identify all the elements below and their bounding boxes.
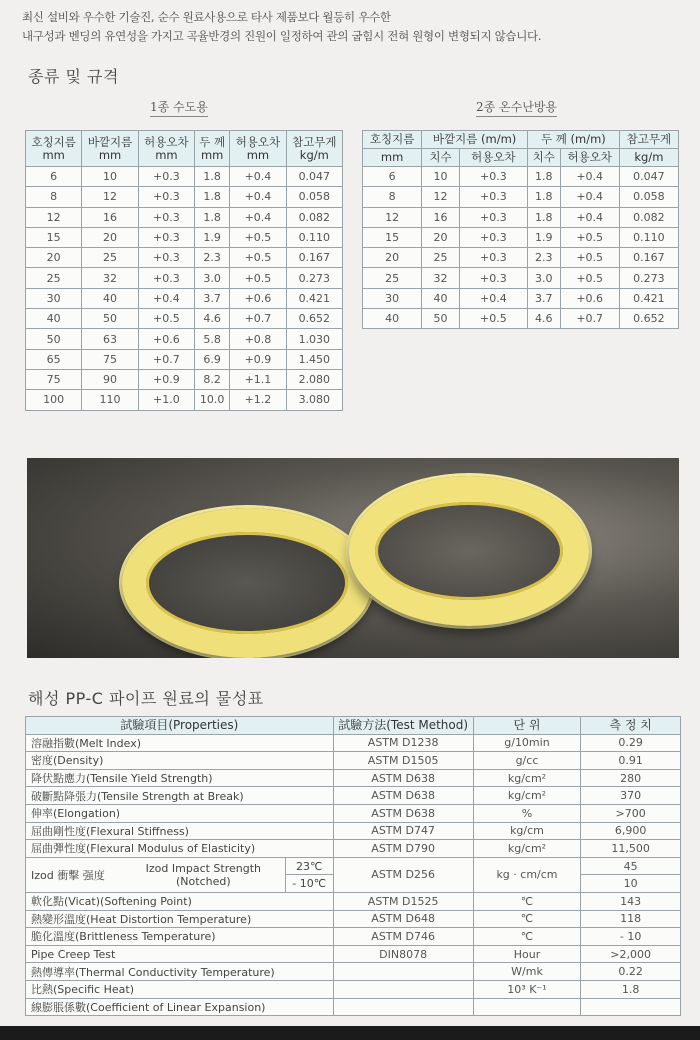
property-cell: 屈曲剛性度(Flexural Stiffness) [26, 822, 334, 840]
header-unit: mm [155, 147, 178, 162]
table-cell: 12 [82, 187, 138, 207]
table-cell: +0.5 [230, 268, 286, 288]
table-cell: +0.3 [459, 227, 527, 247]
col-weight-unit: kg/m [619, 149, 678, 167]
table-cell: +0.7 [138, 349, 194, 369]
table-cell: 1.8 [195, 167, 230, 187]
properties-table [25, 716, 681, 1016]
table-cell: +0.3 [138, 227, 194, 247]
table-cell: +0.3 [459, 207, 527, 227]
table-cell: 1.030 [286, 329, 342, 349]
izod-sub: Izod Impact Strength [145, 861, 262, 875]
table-cell: +0.3 [459, 167, 527, 187]
table-cell: 0.421 [286, 288, 342, 308]
table-cell: 40 [82, 288, 138, 308]
method-cell: ASTM D638 [333, 787, 473, 805]
col-thickness [195, 131, 230, 167]
table-cell: 40 [26, 309, 82, 329]
izod-temps [285, 858, 333, 892]
value-cell: 6,900 [581, 822, 681, 840]
table-cell: 0.421 [619, 288, 678, 308]
header-label: 참고무게 [292, 134, 337, 149]
header-unit: mm [98, 147, 122, 162]
izod-temp-1: 23℃ [286, 858, 333, 876]
table-header-row [363, 131, 679, 149]
col-value: 측 정 치 [581, 717, 681, 735]
table-row [26, 822, 681, 840]
izod-value-2: 10 [581, 875, 681, 893]
col-outer-dim: 치수 [422, 149, 460, 167]
table-row [363, 309, 679, 329]
table-row [26, 207, 343, 227]
value-cell: 1.8 [581, 980, 681, 998]
table-cell: 0.058 [619, 187, 678, 207]
table-row [363, 288, 679, 308]
table-cell: +0.9 [138, 369, 194, 389]
table-row [26, 268, 343, 288]
table-row [26, 804, 681, 822]
table-header-row [26, 717, 681, 735]
property-cell: 溶融指數(Melt Index) [26, 734, 334, 752]
table-row [26, 390, 343, 410]
table-cell: 0.082 [619, 207, 678, 227]
unit-cell: ℃ [473, 910, 581, 928]
col-unit: 단 위 [473, 717, 581, 735]
table-cell: +0.4 [459, 288, 527, 308]
table-row [26, 349, 343, 369]
table-cell: +0.5 [560, 248, 619, 268]
izod-method: ASTM D256 [333, 857, 473, 892]
header-label: 바깥지름 [87, 134, 133, 149]
table-cell: +0.4 [560, 167, 619, 187]
table-cell: 1.9 [195, 227, 230, 247]
header-unit: mm [42, 147, 65, 162]
unit-cell: 10³ K⁻¹ [473, 980, 581, 998]
table-row [26, 787, 681, 805]
table-cell: +0.3 [138, 268, 194, 288]
property-cell: 線膨脹係數(Coefficient of Linear Expansion) [26, 998, 334, 1016]
table-cell: 40 [363, 309, 422, 329]
table-cell: 16 [82, 207, 138, 227]
property-cell: 伸率(Elongation) [26, 804, 334, 822]
izod-value-1: 45 [581, 857, 681, 875]
table-cell: 10 [82, 167, 138, 187]
table-row-izod [26, 857, 681, 875]
header-unit: mm [200, 147, 224, 162]
table-cell: 2.3 [527, 248, 560, 268]
col-outer [82, 131, 138, 167]
table-cell: 12 [422, 187, 460, 207]
value-cell: 280 [581, 769, 681, 787]
property-cell: Pipe Creep Test [26, 945, 334, 963]
table-cell: 25 [26, 268, 82, 288]
col-nominal: 호칭지름 [363, 131, 422, 149]
unit-cell: kg/cm² [473, 787, 581, 805]
col-outer-group: 바깥지름 (m/m) [422, 131, 528, 149]
method-cell [333, 980, 473, 998]
table-cell: 25 [422, 248, 460, 268]
table-cell: 100 [26, 390, 82, 410]
table-row [26, 734, 681, 752]
table-cell: +0.3 [138, 167, 194, 187]
table-cell: 6 [26, 167, 82, 187]
table-row [363, 167, 679, 187]
property-cell: 破斷點降張力(Tensile Strength at Break) [26, 787, 334, 805]
value-cell: 118 [581, 910, 681, 928]
header-label: 호칭지름 [31, 134, 76, 149]
table-cell: +0.7 [560, 309, 619, 329]
table-row [26, 928, 681, 946]
col-thickness-group: 두 께 (m/m) [527, 131, 619, 149]
method-cell [333, 963, 473, 981]
izod-notched: (Notched) [176, 874, 231, 888]
value-cell: 11,500 [581, 840, 681, 858]
value-cell: 0.22 [581, 963, 681, 981]
table-cell: 10 [422, 167, 460, 187]
table-cell: 8 [363, 187, 422, 207]
table-cell: 1.8 [195, 187, 230, 207]
table-row [26, 840, 681, 858]
table-cell: 0.167 [286, 248, 342, 268]
table-cell: +0.5 [459, 309, 527, 329]
table-cell: +0.4 [230, 207, 286, 227]
header-label: 두 께 [199, 134, 226, 149]
table-cell: 12 [26, 207, 82, 227]
table-cell: 50 [82, 309, 138, 329]
table-cell: +0.4 [230, 167, 286, 187]
table-cell: +0.3 [459, 268, 527, 288]
col-weight: 참고무게 [619, 131, 678, 149]
method-cell: ASTM D1238 [333, 734, 473, 752]
table-cell: 20 [363, 248, 422, 268]
spec-title: 종류 및 규격 [28, 67, 119, 86]
table-cell: 0.110 [619, 227, 678, 247]
header-unit: kg/m [299, 147, 329, 162]
property-cell: 屈曲彈性度(Flexural Modulus of Elasticity) [26, 840, 334, 858]
property-cell: 脆化溫度(Brittleness Temperature) [26, 928, 334, 946]
table-row [26, 892, 681, 910]
table-cell: 1.450 [286, 349, 342, 369]
table-cell: 20 [82, 227, 138, 247]
table-cell: 3.7 [195, 288, 230, 308]
table-cell: 0.652 [286, 309, 342, 329]
table-cell: +1.2 [230, 390, 286, 410]
izod-sublabel [122, 862, 285, 888]
table-row [26, 187, 343, 207]
table-cell: +0.5 [138, 309, 194, 329]
value-cell: 0.29 [581, 734, 681, 752]
property-cell: 軟化點(Vicat)(Softening Point) [26, 892, 334, 910]
col-thickness-tolerance [230, 131, 286, 167]
table-cell: 3.0 [527, 268, 560, 288]
pipe-coil-right [349, 476, 589, 626]
value-cell: - 10 [581, 928, 681, 946]
properties-title: 해성 PP-C 파이프 원료의 물성표 [28, 689, 264, 708]
table-cell: 0.058 [286, 187, 342, 207]
table-cell: +0.5 [230, 248, 286, 268]
method-cell: ASTM D790 [333, 840, 473, 858]
method-cell: DIN8078 [333, 945, 473, 963]
value-cell: >2,000 [581, 945, 681, 963]
table-cell: 75 [26, 369, 82, 389]
table-row [26, 945, 681, 963]
table-row [26, 769, 681, 787]
method-cell: ASTM D1505 [333, 752, 473, 770]
table-cell: 12 [363, 207, 422, 227]
unit-cell: Hour [473, 945, 581, 963]
unit-cell: ℃ [473, 928, 581, 946]
table-row [363, 227, 679, 247]
col-nominal [26, 131, 82, 167]
unit-cell: % [473, 804, 581, 822]
table-row [26, 288, 343, 308]
table-cell: 50 [26, 329, 82, 349]
table-cell: +0.3 [138, 248, 194, 268]
method-cell: ASTM D638 [333, 769, 473, 787]
method-cell [333, 998, 473, 1016]
table-cell: +0.4 [138, 288, 194, 308]
method-cell: ASTM D746 [333, 928, 473, 946]
unit-cell: W/mk [473, 963, 581, 981]
table-cell: 63 [82, 329, 138, 349]
table-cell: +1.0 [138, 390, 194, 410]
product-photo-pipe-coils [27, 458, 679, 658]
table-cell: 0.652 [619, 309, 678, 329]
table-cell: 2.080 [286, 369, 342, 389]
col-tolerance [138, 131, 194, 167]
table-cell: 3.7 [527, 288, 560, 308]
value-cell: 370 [581, 787, 681, 805]
table-cell: +1.1 [230, 369, 286, 389]
izod-unit: kg · cm/cm [473, 857, 581, 892]
table-cell: 32 [422, 268, 460, 288]
table-row [26, 167, 343, 187]
table-row [363, 187, 679, 207]
izod-label: Izod 衝擊 强度 [31, 868, 105, 882]
table-cell: 0.047 [619, 167, 678, 187]
col-property: 試驗項目(Properties) [26, 717, 334, 735]
table-cell: 20 [26, 248, 82, 268]
table-cell: 8.2 [195, 369, 230, 389]
table-cell: 32 [82, 268, 138, 288]
izod-property-cell [26, 857, 334, 892]
method-cell: ASTM D648 [333, 910, 473, 928]
table-cell: +0.3 [138, 187, 194, 207]
col-outer-tol: 허용오차 [459, 149, 527, 167]
bottom-bar [0, 1026, 700, 1040]
table-cell: 0.167 [619, 248, 678, 268]
table2-caption: 2종 온수난방용 [476, 98, 557, 117]
header-label: 허용오차 [235, 134, 281, 149]
table-cell: 25 [82, 248, 138, 268]
col-weight [286, 131, 342, 167]
table-cell: 50 [422, 309, 460, 329]
property-cell: 熱變形溫度(Heat Distortion Temperature) [26, 910, 334, 928]
value-cell: 143 [581, 892, 681, 910]
intro-line-2: 내구성과 벤딩의 유연성을 가지고 곡율반경의 진원이 일정하여 관의 굽힘시 전혀 원형이 변형되지 않습니다. [22, 29, 542, 43]
table-row [26, 329, 343, 349]
table-cell: 0.273 [619, 268, 678, 288]
table-cell: +0.3 [459, 248, 527, 268]
table-cell: +0.7 [230, 309, 286, 329]
table-cell: 8 [26, 187, 82, 207]
header-unit: mm [246, 147, 270, 162]
table-row [363, 268, 679, 288]
method-cell: ASTM D1525 [333, 892, 473, 910]
table-row [26, 227, 343, 247]
table1-caption: 1종 수도용 [150, 98, 208, 117]
table-cell: 0.273 [286, 268, 342, 288]
table-row [363, 207, 679, 227]
unit-cell: g/cc [473, 752, 581, 770]
table-cell: +0.4 [230, 187, 286, 207]
unit-cell: kg/cm [473, 822, 581, 840]
col-test-method: 試驗方法(Test Method) [333, 717, 473, 735]
table-cell: 10.0 [195, 390, 230, 410]
table-cell: 40 [422, 288, 460, 308]
izod-temp-2: - 10℃ [292, 877, 327, 891]
table-cell: +0.3 [138, 207, 194, 227]
table-cell: 90 [82, 369, 138, 389]
table-cell: 1.8 [195, 207, 230, 227]
table-cell: +0.6 [560, 288, 619, 308]
method-cell: ASTM D747 [333, 822, 473, 840]
table-cell: +0.9 [230, 349, 286, 369]
value-cell: 0.91 [581, 752, 681, 770]
table-header-row [363, 149, 679, 167]
table-cell: 1.9 [527, 227, 560, 247]
table-cell: 3.0 [195, 268, 230, 288]
table-row [26, 369, 343, 389]
table-cell: 2.3 [195, 248, 230, 268]
col-thick-dim: 치수 [527, 149, 560, 167]
table-cell: +0.4 [560, 207, 619, 227]
table-cell: 1.8 [527, 187, 560, 207]
value-cell [581, 998, 681, 1016]
table-cell: 20 [422, 227, 460, 247]
unit-cell [473, 998, 581, 1016]
table-cell: +0.4 [560, 187, 619, 207]
value-cell: >700 [581, 804, 681, 822]
unit-cell: kg/cm² [473, 840, 581, 858]
table-cell: 75 [82, 349, 138, 369]
table-cell: +0.8 [230, 329, 286, 349]
table-cell: 25 [363, 268, 422, 288]
unit-cell: g/10min [473, 734, 581, 752]
table-cell: 5.8 [195, 329, 230, 349]
table-cell: 30 [26, 288, 82, 308]
table-cell: 15 [363, 227, 422, 247]
table-cell: 1.8 [527, 167, 560, 187]
table-cell: +0.6 [230, 288, 286, 308]
table-row [26, 980, 681, 998]
property-cell: 熱傳導率(Thermal Conductivity Temperature) [26, 963, 334, 981]
table-cell: 0.047 [286, 167, 342, 187]
table-cell: 0.082 [286, 207, 342, 227]
table-cell: 0.110 [286, 227, 342, 247]
col-nominal-unit: mm [363, 149, 422, 167]
table-cell: 110 [82, 390, 138, 410]
table-cell: 4.6 [527, 309, 560, 329]
intro-text [22, 8, 682, 46]
unit-cell: ℃ [473, 892, 581, 910]
unit-cell: kg/cm² [473, 769, 581, 787]
table-cell: 30 [363, 288, 422, 308]
table-cell: 1.8 [527, 207, 560, 227]
table-cell: +0.6 [138, 329, 194, 349]
table-cell: +0.5 [560, 268, 619, 288]
pipe-coil-left [122, 508, 372, 658]
table-row [26, 998, 681, 1016]
table-cell: +0.3 [459, 187, 527, 207]
table-cell: +0.5 [560, 227, 619, 247]
table-row [26, 309, 343, 329]
table-cell: 6 [363, 167, 422, 187]
property-cell: 密度(Density) [26, 752, 334, 770]
table-cell: +0.5 [230, 227, 286, 247]
table-row [26, 963, 681, 981]
table-cell: 65 [26, 349, 82, 369]
spec-table-type2 [362, 130, 679, 329]
table-cell: 3.080 [286, 390, 342, 410]
table-row [363, 248, 679, 268]
table-row [26, 910, 681, 928]
method-cell: ASTM D638 [333, 804, 473, 822]
table-cell: 4.6 [195, 309, 230, 329]
property-cell: 降伏點應力(Tensile Yield Strength) [26, 769, 334, 787]
table-header-row [26, 131, 343, 167]
col-thick-tol: 허용오차 [560, 149, 619, 167]
table-row [26, 248, 343, 268]
table-row [26, 752, 681, 770]
intro-line-1: 최신 설비와 우수한 기술진, 순수 원료사용으로 타사 제품보다 월등히 우수한 [22, 10, 391, 24]
property-cell: 比熱(Specific Heat) [26, 980, 334, 998]
header-label: 허용오차 [144, 134, 189, 149]
table-cell: 16 [422, 207, 460, 227]
spec-table-type1 [25, 130, 343, 411]
table-cell: 15 [26, 227, 82, 247]
table-cell: 6.9 [195, 349, 230, 369]
